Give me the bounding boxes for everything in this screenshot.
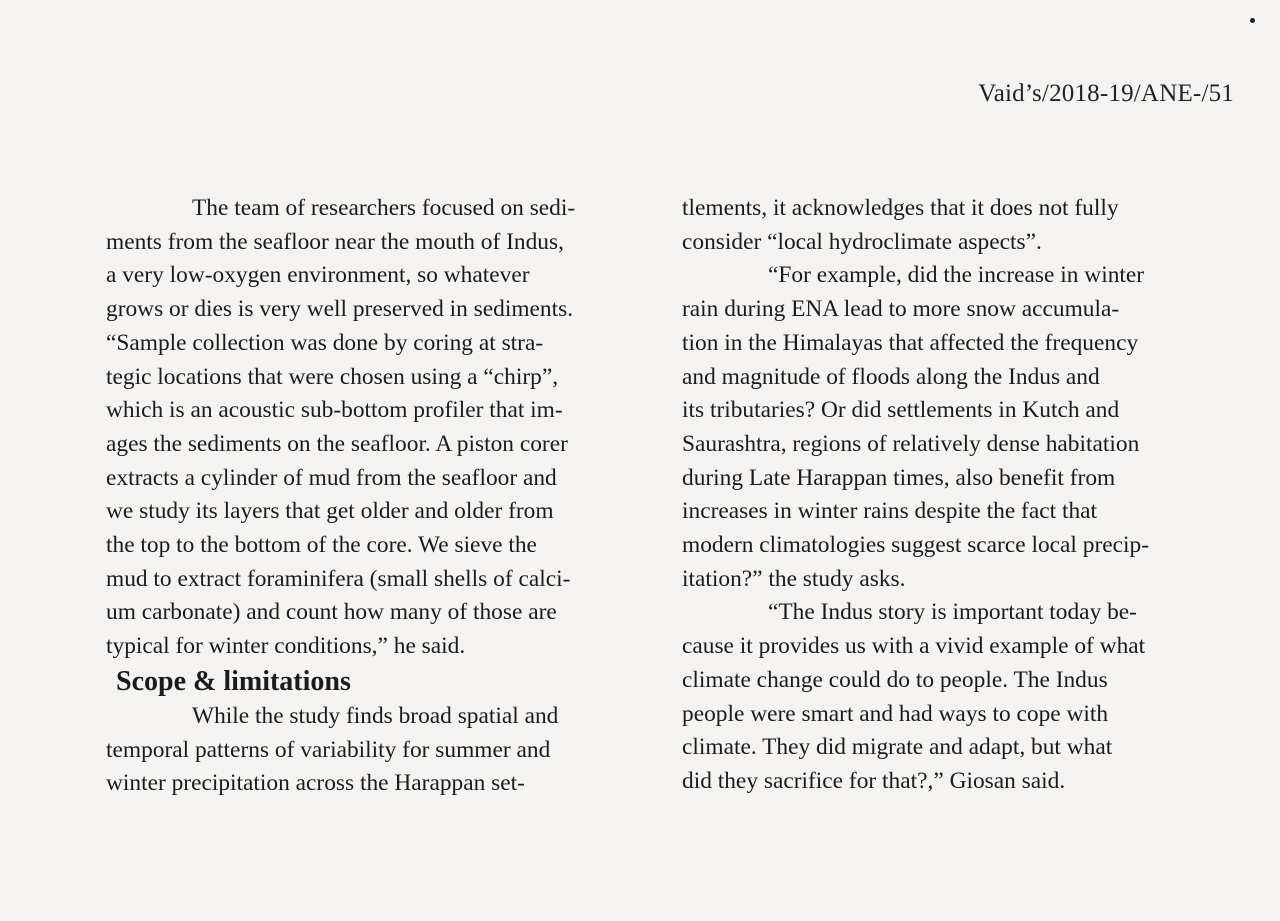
page-reference: Vaid’s/2018-19/ANE-/51 [978, 80, 1234, 107]
text-line: “Sample collection was done by coring at stra- [106, 329, 544, 356]
text-line: tlements, it acknowledges that it does not fully [682, 195, 1119, 221]
text-line: increases in winter rains despite the fact that [682, 498, 1098, 525]
text-line: grows or dies is very well preserved in sediments. [106, 296, 574, 323]
text-line: ages the sediments on the seafloor. A piston corer [106, 430, 568, 457]
text-line: which is an acoustic sub-bottom profiler that im- [106, 397, 563, 424]
text-line: climate. They did migrate and adapt, but what [682, 734, 1113, 761]
text-line: cause it provides us with a vivid example of what [682, 633, 1146, 660]
text-line: people were smart and had ways to cope with [682, 700, 1109, 727]
text-line: during Late Harappan times, also benefit from [682, 464, 1116, 491]
right-column [682, 192, 1222, 799]
text-line: its tributaries? Or did settlements in Kutch and [682, 397, 1120, 424]
left-column [106, 192, 666, 801]
text-line: um carbonate) and count how many of those are [106, 599, 557, 626]
text-line: mud to extract foraminifera (small shells of calci- [106, 565, 571, 592]
text-line: climate change could do to people. The Indus [682, 666, 1108, 693]
ink-speck [1250, 18, 1255, 23]
paragraph-scope [106, 700, 666, 801]
text-line: extracts a cylinder of mud from the seafloor and [106, 464, 557, 491]
text-line: itation?” the study asks. [682, 565, 906, 592]
paragraph-settlements [682, 192, 1222, 259]
paragraph-questions [682, 259, 1222, 596]
text-line: consider “local hydroclimate aspects”. [682, 228, 1042, 255]
text-line: While the study finds broad spatial and [192, 702, 559, 729]
text-line: modern climatologies suggest scarce local precip- [682, 532, 1149, 559]
text-line: rain during ENA lead to more snow accumula- [682, 296, 1120, 323]
text-line: temporal patterns of variability for summer and [106, 736, 551, 763]
text-line: ments from the seafloor near the mouth of Indus, [106, 228, 564, 255]
text-line: Saurashtra, regions of relatively dense habitation [682, 430, 1140, 457]
text-line: and magnitude of floods along the Indus and [682, 363, 1100, 390]
text-line: “For example, did the increase in winter [768, 262, 1145, 289]
text-line: “The Indus story is important today be- [768, 599, 1137, 626]
section-heading: Scope & limitations [116, 665, 351, 697]
text-line: the top to the bottom of the core. We sieve the [106, 532, 537, 559]
text-line: did they sacrifice for that?,” Giosan said. [682, 767, 1066, 794]
text-line: The team of researchers focused on sedi- [192, 195, 576, 221]
text-line: typical for winter conditions,” he said. [106, 633, 466, 660]
text-line: winter precipitation across the Harappan set- [106, 770, 525, 797]
text-line: tegic locations that were chosen using a “chirp”, [106, 363, 559, 390]
text-line: we study its layers that get older and older from [106, 498, 554, 525]
paragraph-indus-story [682, 596, 1222, 798]
text-line: a very low-oxygen environment, so whatever [106, 262, 530, 289]
paragraph-researchers [106, 192, 666, 664]
text-line: tion in the Himalayas that affected the frequency [682, 329, 1139, 356]
